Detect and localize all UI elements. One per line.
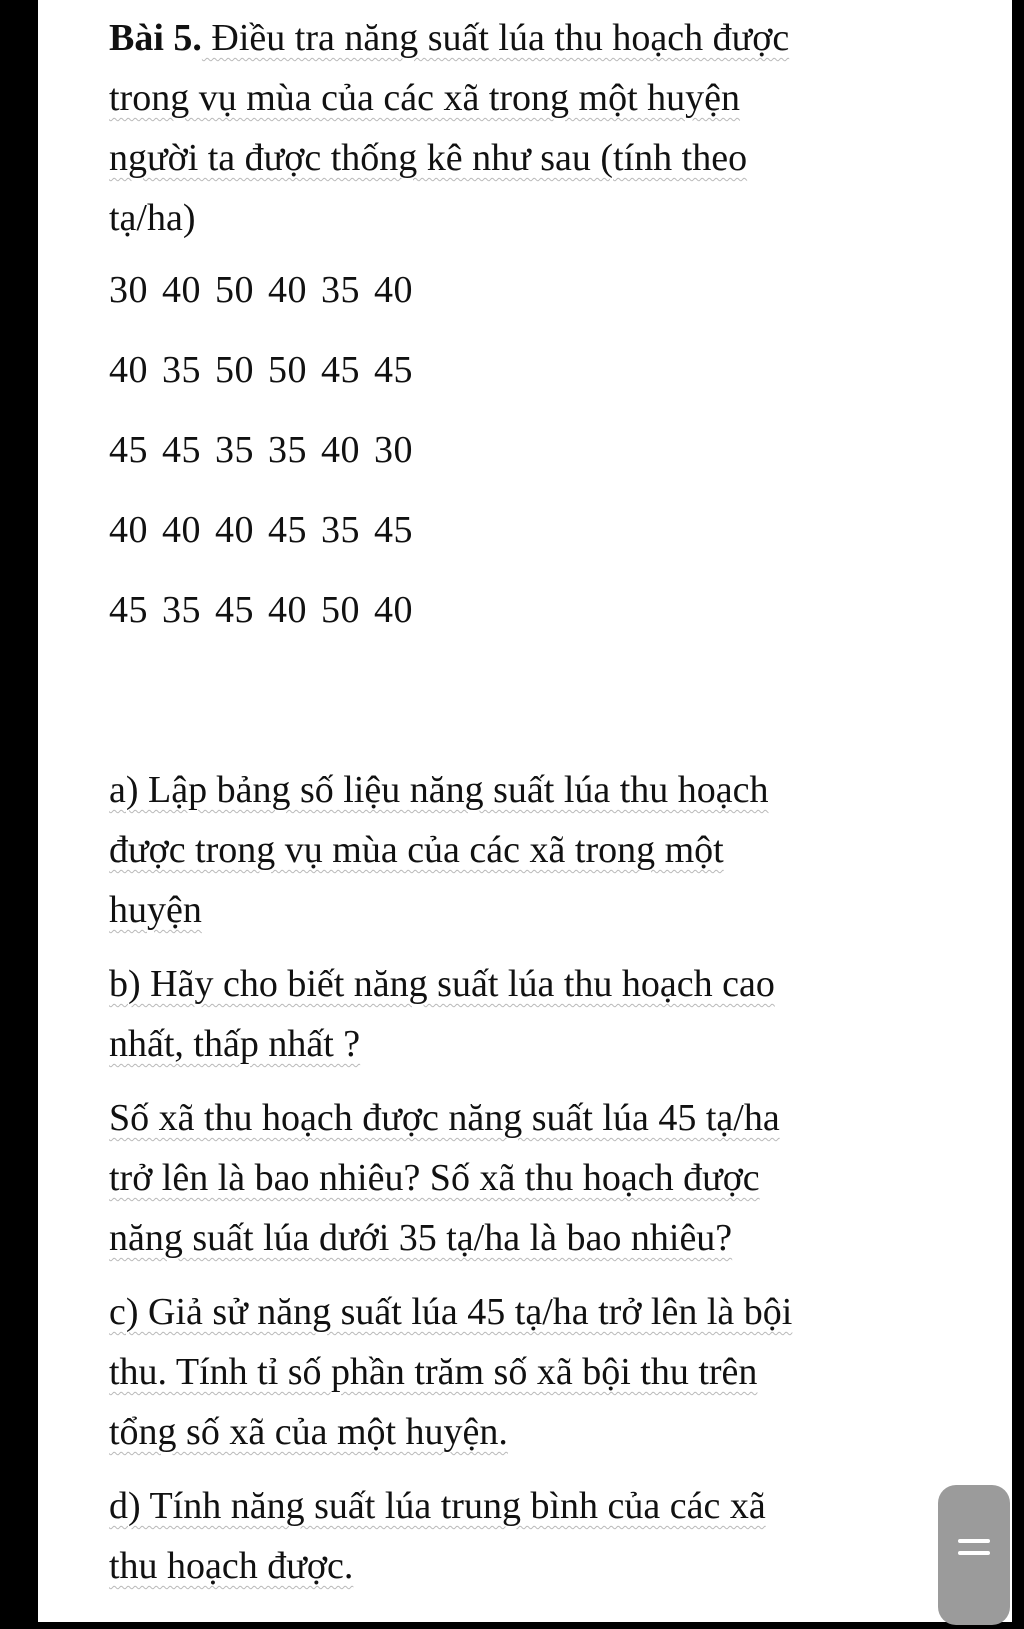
question-b-extra-line-2: trở lên là bao nhiêu? Số xã thu hoạch được <box>109 1157 760 1199</box>
question-c-line-2: thu. Tính tỉ số phần trăm số xã bội thu trên <box>109 1351 758 1393</box>
intro-line-4: tạ/ha) <box>109 197 196 239</box>
question-d-line-1: d) Tính năng suất lúa trung bình của các xã <box>109 1485 766 1527</box>
question-b-extra-line-1: Số xã thu hoạch được năng suất lúa 45 tạ/ha <box>109 1097 780 1139</box>
question-c-line-1: c) Giả sử năng suất lúa 45 tạ/ha trở lên là bội <box>109 1291 793 1333</box>
question-c-line-3: tổng số xã của một huyện. <box>109 1411 508 1453</box>
data-row: 30 40 50 40 35 40 <box>109 269 413 311</box>
question-d <box>109 1476 929 1596</box>
question-a-line-3: huyện <box>109 889 202 931</box>
grip-line-icon <box>958 1551 990 1555</box>
document-content <box>109 8 929 1610</box>
spacer <box>109 660 929 760</box>
question-b-line-2: nhất, thấp nhất ? <box>109 1023 361 1065</box>
question-a-line-1: a) Lập bảng số liệu năng suất lúa thu hoạch <box>109 769 769 811</box>
data-row: 45 45 35 35 40 30 <box>109 429 413 471</box>
grip-line-icon <box>958 1539 990 1543</box>
question-d-line-2: thu hoạch được. <box>109 1545 354 1587</box>
question-a-line-2: được trong vụ mùa của các xã trong một <box>109 829 724 871</box>
question-b-line-1: b) Hãy cho biết năng suất lúa thu hoạch cao <box>109 963 775 1005</box>
question-a <box>109 760 929 940</box>
data-row: 40 35 50 50 45 45 <box>109 349 413 391</box>
intro-line-3: người ta được thống kê như sau (tính theo <box>109 137 748 179</box>
question-b <box>109 954 929 1074</box>
question-c <box>109 1282 929 1462</box>
problem-label: Bài 5. <box>109 17 202 59</box>
data-table <box>109 260 929 660</box>
scrollbar-thumb[interactable] <box>938 1485 1010 1625</box>
intro-line-1: Bài 5. Điều tra năng suất lúa thu hoạch được <box>109 17 790 59</box>
question-b-extra-line-3: năng suất lúa dưới 35 tạ/ha là bao nhiêu? <box>109 1217 733 1259</box>
problem-statement <box>109 8 929 248</box>
question-b-extra <box>109 1088 929 1268</box>
data-row: 40 40 40 45 35 45 <box>109 509 413 551</box>
intro-line-2: trong vụ mùa của các xã trong một huyện <box>109 77 741 119</box>
data-row: 45 35 45 40 50 40 <box>109 589 413 631</box>
